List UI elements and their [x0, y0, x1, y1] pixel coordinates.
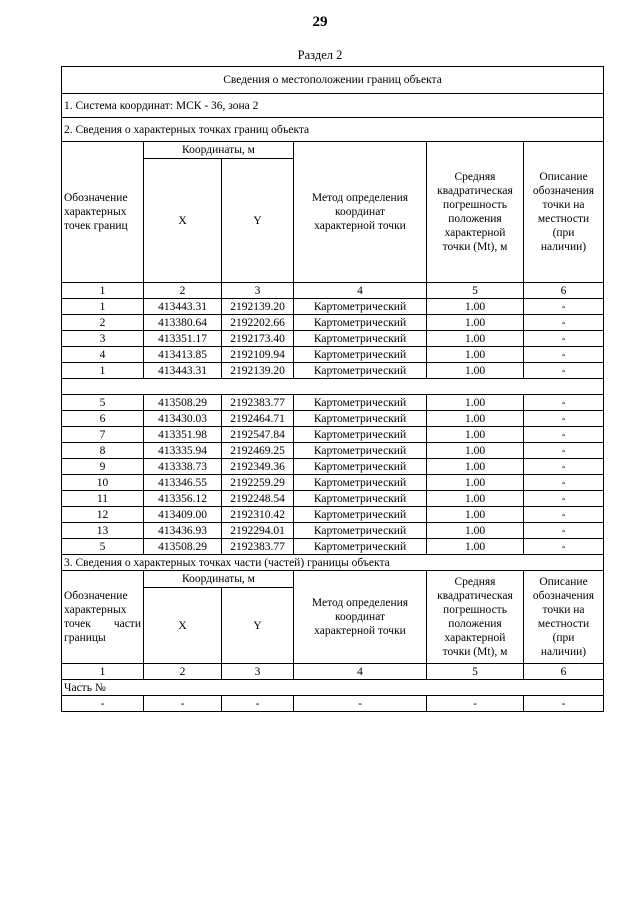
table-row: [62, 491, 604, 507]
table-cell: Картометрический: [294, 539, 427, 555]
table-cell: -: [524, 427, 604, 443]
table-cell: 413356.12: [144, 491, 222, 507]
header-designation: Обозначение характерных точек границ: [62, 142, 144, 283]
table-cell: Картометрический: [294, 523, 427, 539]
header3-coordinates: Координаты, м: [144, 571, 294, 588]
table-cell: Картометрический: [294, 491, 427, 507]
table-cell: 413409.00: [144, 507, 222, 523]
table-cell: 2192259.29: [222, 475, 294, 491]
table-cell: -: [524, 363, 604, 379]
part2-title: 2. Сведения о характерных точках границ объекта: [62, 118, 604, 142]
table-cell: -: [524, 411, 604, 427]
table-cell: Картометрический: [294, 475, 427, 491]
table-cell: 6: [524, 283, 604, 299]
table-cell: 413335.94: [144, 443, 222, 459]
table-cell: 413443.31: [144, 299, 222, 315]
table-cell: 2192202.66: [222, 315, 294, 331]
table-cell: 2192469.25: [222, 443, 294, 459]
table-cell: 413351.17: [144, 331, 222, 347]
table-cell: Картометрический: [294, 427, 427, 443]
table-row: [62, 315, 604, 331]
part-number-label: Часть №: [62, 680, 604, 696]
table-cell: 1.00: [427, 347, 524, 363]
table-cell: 1.00: [427, 507, 524, 523]
table-cell: 413508.29: [144, 539, 222, 555]
header-description: Описание обозначения точки на местности (при наличии): [524, 142, 604, 283]
header3-x: X: [144, 588, 222, 664]
table-cell: -: [222, 696, 294, 712]
table-cell: 1.00: [427, 523, 524, 539]
table-cell: 4: [294, 283, 427, 299]
table-cell: 3: [222, 664, 294, 680]
table-cell: 2: [144, 283, 222, 299]
section-title: Раздел 2: [297, 48, 343, 62]
table-cell: 5: [427, 664, 524, 680]
header-x: X: [144, 159, 222, 283]
table-cell: 1.00: [427, 459, 524, 475]
table-cell: -: [524, 331, 604, 347]
table-row: [62, 411, 604, 427]
header3-y: Y: [222, 588, 294, 664]
table-cell: 13: [62, 523, 144, 539]
table-cell: -: [524, 315, 604, 331]
table-row: [62, 507, 604, 523]
table-cell: 1.00: [427, 427, 524, 443]
table-cell: 1: [62, 299, 144, 315]
table-cell: Картометрический: [294, 315, 427, 331]
table-cell: 2: [62, 315, 144, 331]
coord-system: 1. Система координат: МСК - 36, зона 2: [62, 94, 604, 118]
table-cell: -: [62, 696, 144, 712]
table-cell: -: [144, 696, 222, 712]
table-cell: Картометрический: [294, 411, 427, 427]
table-cell: -: [524, 443, 604, 459]
blank-separator-row: [62, 379, 604, 395]
table-cell: 2192349.36: [222, 459, 294, 475]
table-cell: -: [524, 696, 604, 712]
table-cell: 2192464.71: [222, 411, 294, 427]
header-coordinates: Координаты, м: [144, 142, 294, 159]
column-numbers-row: [62, 664, 604, 680]
table-row: [62, 347, 604, 363]
table-cell: 7: [62, 427, 144, 443]
table-cell: 2192139.20: [222, 363, 294, 379]
table-row: [62, 475, 604, 491]
table-row: [62, 363, 604, 379]
table-row: [62, 539, 604, 555]
table-cell: 413380.64: [144, 315, 222, 331]
table-cell: 2192139.20: [222, 299, 294, 315]
table-cell: 5: [62, 539, 144, 555]
table-cell: 5: [62, 395, 144, 411]
table-cell: -: [427, 696, 524, 712]
table-cell: -: [524, 459, 604, 475]
table-cell: 413508.29: [144, 395, 222, 411]
table-cell: 2192173.40: [222, 331, 294, 347]
table-cell: 413430.03: [144, 411, 222, 427]
table-cell: 1.00: [427, 491, 524, 507]
table-cell: 413346.55: [144, 475, 222, 491]
table-row: [62, 523, 604, 539]
table-cell: 1.00: [427, 299, 524, 315]
table-cell: Картометрический: [294, 347, 427, 363]
table-cell: Картометрический: [294, 363, 427, 379]
table-cell: 2192248.54: [222, 491, 294, 507]
table-cell: 413338.73: [144, 459, 222, 475]
table-cell: 1.00: [427, 475, 524, 491]
header3-designation: Обозначение характерных точек части границы: [62, 571, 144, 664]
table-cell: 413351.98: [144, 427, 222, 443]
table-cell: 1: [62, 283, 144, 299]
table-row: [62, 459, 604, 475]
table-cell: 6: [524, 664, 604, 680]
table-cell: 2192383.77: [222, 539, 294, 555]
table-cell: -: [524, 347, 604, 363]
header3-description: Описание обозначения точки на местности (при наличии): [524, 571, 604, 664]
table-cell: 2192383.77: [222, 395, 294, 411]
table-cell: 1.00: [427, 363, 524, 379]
table-row: [62, 299, 604, 315]
table-cell: -: [524, 491, 604, 507]
page-number: 29: [312, 14, 328, 30]
table-cell: 413413.85: [144, 347, 222, 363]
table-cell: 8: [62, 443, 144, 459]
table-cell: -: [524, 539, 604, 555]
table-cell: 12: [62, 507, 144, 523]
table-cell: -: [524, 523, 604, 539]
table-cell: 4: [62, 347, 144, 363]
table-cell: 9: [62, 459, 144, 475]
column-numbers-row: [62, 283, 604, 299]
table-cell: 5: [427, 283, 524, 299]
table-cell: 1.00: [427, 539, 524, 555]
table-cell: 3: [62, 331, 144, 347]
table-cell: 2: [144, 664, 222, 680]
table-cell: Картометрический: [294, 331, 427, 347]
table-cell: Картометрический: [294, 299, 427, 315]
table-cell: 1.00: [427, 331, 524, 347]
table-cell: 2192109.94: [222, 347, 294, 363]
table-row: [62, 395, 604, 411]
table-title: Сведения о местоположении границ объекта: [62, 67, 604, 94]
table-cell: 10: [62, 475, 144, 491]
table-cell: 11: [62, 491, 144, 507]
table-cell: 2192294.01: [222, 523, 294, 539]
table-cell: 4: [294, 664, 427, 680]
table-cell: 1.00: [427, 411, 524, 427]
header-y: Y: [222, 159, 294, 283]
table-cell: 6: [62, 411, 144, 427]
table-cell: Картометрический: [294, 507, 427, 523]
table-cell: 1: [62, 664, 144, 680]
table-row: [62, 427, 604, 443]
table-cell: -: [524, 299, 604, 315]
header-method: Метод определения координат характерной точки: [294, 142, 427, 283]
table-cell: 413436.93: [144, 523, 222, 539]
table-cell: Картометрический: [294, 443, 427, 459]
header3-method: Метод определения координат характерной точки: [294, 571, 427, 664]
table-cell: -: [524, 507, 604, 523]
table-cell: 413443.31: [144, 363, 222, 379]
table-row: [62, 331, 604, 347]
table-cell: -: [524, 475, 604, 491]
boundary-table: [61, 66, 604, 712]
table-cell: -: [524, 395, 604, 411]
table-cell: Картометрический: [294, 395, 427, 411]
table-cell: 1.00: [427, 443, 524, 459]
table-row: [62, 443, 604, 459]
table-cell: 2192310.42: [222, 507, 294, 523]
table-cell: -: [294, 696, 427, 712]
table-cell: 1.00: [427, 395, 524, 411]
header-rms-error: Средняя квадратическая погрешность положения характерной точки (Mt), м: [427, 142, 524, 283]
table-cell: 3: [222, 283, 294, 299]
part3-title: 3. Сведения о характерных точках части (частей) границы объекта: [62, 555, 604, 571]
table-cell: Картометрический: [294, 459, 427, 475]
table-cell: 1: [62, 363, 144, 379]
table-row: [62, 696, 604, 712]
table-cell: 2192547.84: [222, 427, 294, 443]
header3-rms-error: Средняя квадратическая погрешность положения характерной точки (Mt), м: [427, 571, 524, 664]
table-cell: 1.00: [427, 315, 524, 331]
